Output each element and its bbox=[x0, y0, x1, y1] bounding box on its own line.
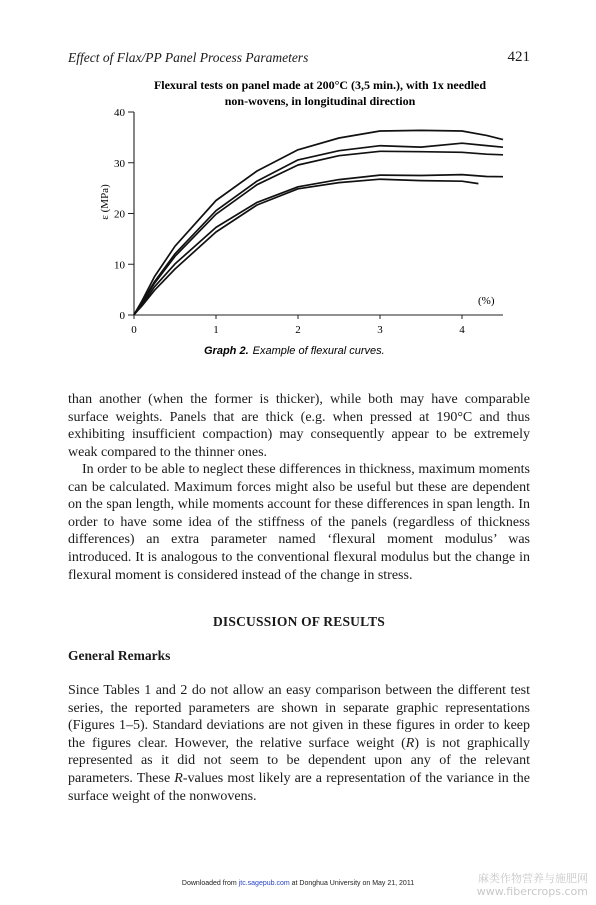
x-tick-label: 3 bbox=[377, 324, 383, 336]
series-line-5 bbox=[134, 179, 478, 315]
figure-caption bbox=[204, 345, 385, 357]
series-line-4 bbox=[134, 175, 503, 315]
y-tick-label: 40 bbox=[114, 107, 125, 119]
y-tick-label: 20 bbox=[114, 208, 125, 221]
caption-label: Graph 2. bbox=[204, 345, 249, 357]
watermark-line-1: 麻类作物营养与施肥网 bbox=[478, 872, 588, 885]
paragraph-2: In order to be able to neglect these differences in thickness, maximum moments can be calculated. Maximum forces might also be useful but these are dependent on the span length, while moments account for these differences in span length. In order to have some idea of the stiffness of the panels (regardless of thickness differences) an extra parameter named ‘flexural moment modulus’ was introduced. It is analogous to the conventional flexural modulus but the change in flexural moment is considered instead of the change in stress. bbox=[68, 462, 530, 583]
series-group bbox=[134, 130, 503, 314]
figure-graph-2 bbox=[0, 72, 596, 372]
paragraph-3-part-c: -values most likely are a representation of the variance in the surface weight of the nonwovens. bbox=[68, 770, 530, 804]
series-line-1 bbox=[134, 130, 503, 314]
footer-prefix: Downloaded from bbox=[181, 880, 239, 887]
y-tick-label: 0 bbox=[119, 310, 125, 322]
footer-suffix: at Donghua University on May 21, 2011 bbox=[289, 880, 415, 887]
x-unit-label: (%) bbox=[478, 295, 495, 307]
paragraph-3 bbox=[68, 682, 530, 805]
y-tick-label: 10 bbox=[114, 259, 125, 272]
running-head bbox=[68, 50, 530, 70]
y-ticks bbox=[114, 107, 134, 322]
series-line-3 bbox=[134, 151, 503, 314]
x-tick-label: 2 bbox=[295, 324, 301, 336]
x-tick-label: 4 bbox=[459, 324, 465, 336]
paragraph-3-part-a: Since Tables 1 and 2 do not allow an easy comparison between the different test series, the reported parameters are shown in separate graphic representations (Figures 1–5). Standard deviations are not given in these figures in order to keep the figures clear. However, the relative surface weight ( bbox=[68, 683, 530, 751]
r-symbol: R bbox=[174, 770, 183, 786]
paragraph-1: than another (when the former is thicker), while both may have comparable surface weights. Panels that are thick (e.g. when pressed at 190°C and thus exhibiting insufficient compaction) may consequently appear to be extremely weak compared to the thinner ones. bbox=[68, 392, 530, 460]
chart-title-line-1: Flexural tests on panel made at 200°C (3,5 min.), with 1x needled bbox=[153, 78, 487, 92]
watermark bbox=[477, 872, 588, 898]
caption-text: Example of flexural curves. bbox=[252, 345, 385, 357]
y-axis-label: ε (MPa) bbox=[99, 184, 111, 220]
x-tick-label: 1 bbox=[213, 324, 219, 336]
y-tick-label: 30 bbox=[114, 157, 125, 170]
section-heading: DISCUSSION OF RESULTS bbox=[212, 614, 385, 629]
x-tick-label: 0 bbox=[131, 324, 137, 336]
chart-title-line-2: non-wovens, in longitudinal direction bbox=[224, 94, 416, 108]
r-symbol: R bbox=[405, 735, 415, 751]
flexural-chart bbox=[0, 72, 596, 372]
running-title: Effect of Flax/PP Panel Process Parameters bbox=[68, 50, 309, 65]
x-ticks bbox=[131, 315, 465, 336]
sub-heading: General Remarks bbox=[68, 648, 171, 663]
paragraph-3-part-b: ) is not graphically represented as it did not seem to be dependent upon any of the relevant parameters. These bbox=[68, 735, 530, 786]
footer-link[interactable]: jtc.sagepub.com bbox=[238, 880, 290, 887]
watermark-line-2: www.fibercrops.com bbox=[476, 885, 588, 898]
page-number: 421 bbox=[507, 49, 530, 65]
